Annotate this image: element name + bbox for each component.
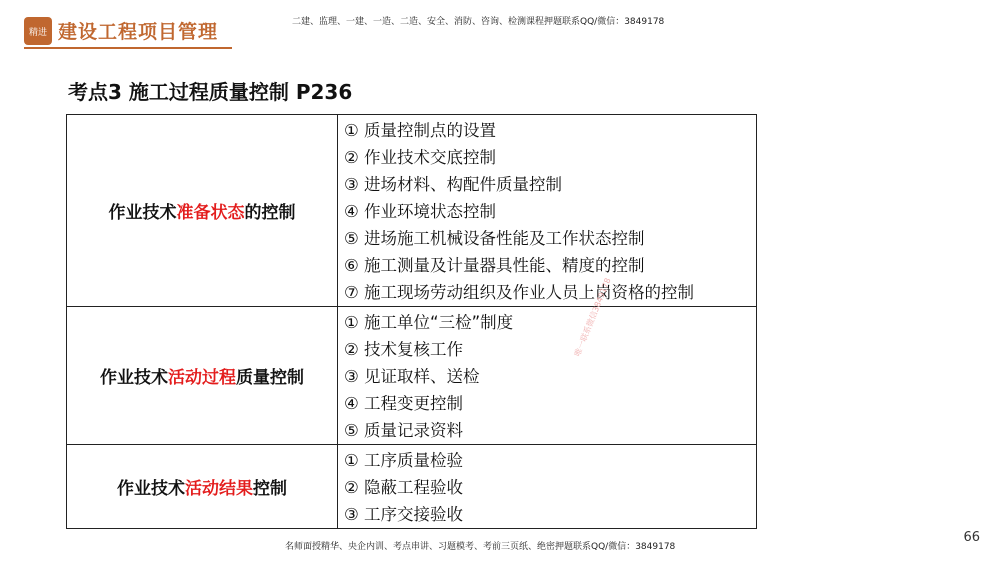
category-cell <box>67 307 338 445</box>
category-label-suffix: 的控制 <box>244 203 296 223</box>
page-number: 66 <box>963 530 980 545</box>
top-notice: 二建、监理、一建、一造、二造、安全、消防、咨询、检测课程押题联系QQ/微信：3849178 <box>292 17 665 27</box>
quality-control-table <box>66 114 757 529</box>
slide-title: 考点3 施工过程质量控制 P236 <box>68 80 353 104</box>
list-item: ① 质量控制点的设置 <box>344 121 497 140</box>
category-label-prefix: 作业技术 <box>108 203 177 223</box>
list-item: ⑤ 进场施工机械设备性能及工作状态控制 <box>344 229 645 248</box>
table-row <box>67 445 757 529</box>
table-row <box>67 307 757 445</box>
watermark: 唯一联系微信3849178 <box>572 276 613 358</box>
list-item: ④ 工程变更控制 <box>344 394 464 413</box>
items-cell <box>338 445 757 529</box>
category-label-highlight: 准备状态 <box>176 203 245 223</box>
list-item: ② 隐蔽工程验收 <box>344 478 464 497</box>
table-row <box>67 115 757 307</box>
header-underline <box>24 47 232 49</box>
list-item: ⑦ 施工现场劳动组织及作业人员上岗资格的控制 <box>344 283 695 302</box>
list-item: ③ 见证取样、送检 <box>344 367 480 386</box>
bottom-notice: 名师面授精华、央企内训、考点串讲、习题模考、考前三页纸、绝密押题联系QQ/微信：3849178 <box>285 542 676 552</box>
category-label-suffix: 控制 <box>253 479 287 499</box>
list-item: ① 工序质量检验 <box>344 451 464 470</box>
list-item: ⑤ 质量记录资料 <box>344 421 464 440</box>
brand-logo <box>24 17 52 45</box>
course-title: 建设工程项目管理 <box>58 21 219 43</box>
category-label-prefix: 作业技术 <box>117 479 185 499</box>
logo-text: 精进 <box>28 27 47 38</box>
list-item: ② 作业技术交底控制 <box>344 148 497 167</box>
list-item: ① 施工单位“三检”制度 <box>344 313 514 332</box>
list-item: ② 技术复核工作 <box>344 340 464 359</box>
list-item: ④ 作业环境状态控制 <box>344 202 497 221</box>
category-label-prefix: 作业技术 <box>100 368 168 388</box>
category-cell <box>67 115 338 307</box>
category-cell <box>67 445 338 529</box>
category-label-suffix: 质量控制 <box>236 368 304 388</box>
category-label-highlight: 活动结果 <box>185 479 253 499</box>
category-label-highlight: 活动过程 <box>168 368 236 388</box>
list-item: ③ 进场材料、构配件质量控制 <box>344 175 563 194</box>
items-cell <box>338 115 757 307</box>
items-cell <box>338 307 757 445</box>
list-item: ⑥ 施工测量及计量器具性能、精度的控制 <box>344 256 645 275</box>
list-item: ③ 工序交接验收 <box>344 505 464 524</box>
